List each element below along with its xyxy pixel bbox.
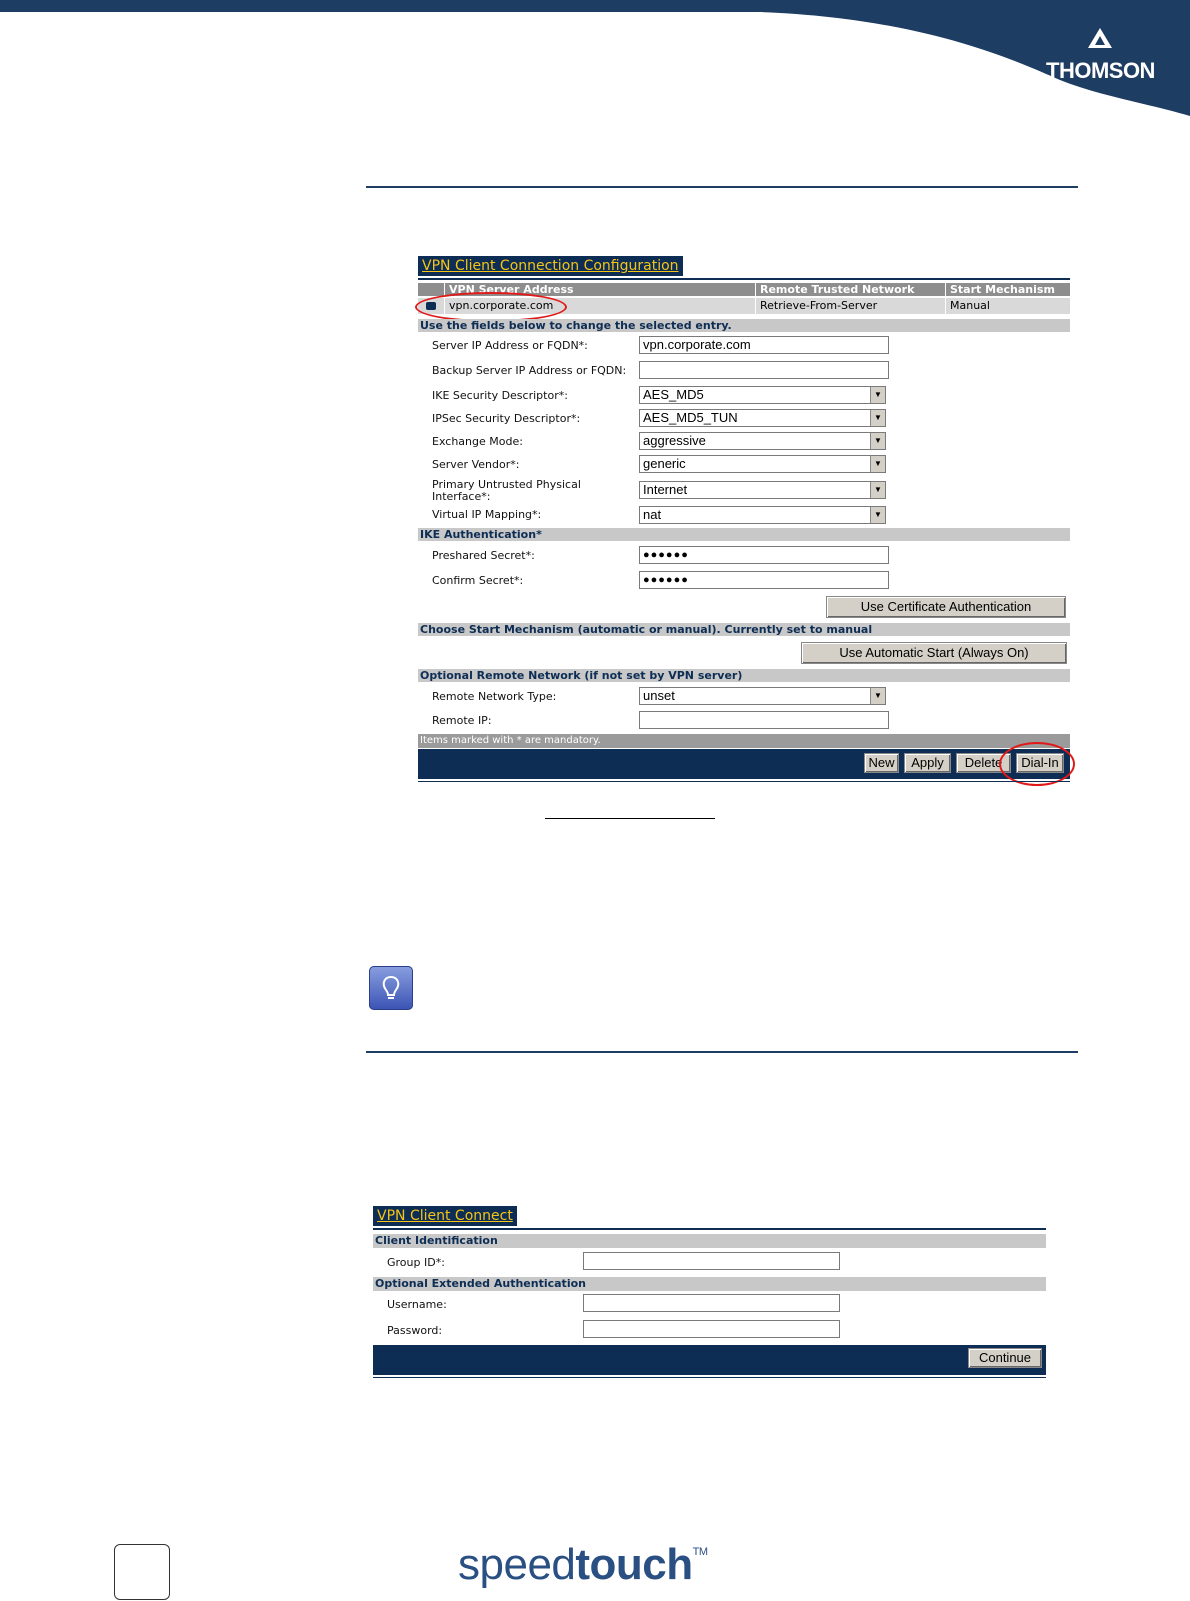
- config-bottom-line: [418, 781, 1070, 782]
- remote-ip-input[interactable]: [639, 711, 889, 729]
- extended-auth-heading: Optional Extended Authentication: [373, 1277, 1046, 1291]
- logo-speed: speed: [458, 1540, 576, 1589]
- highlight-ellipse-dialin: [999, 742, 1075, 786]
- chevron-down-icon: ▼: [870, 456, 885, 472]
- client-identification-heading: Client Identification: [373, 1234, 1046, 1248]
- exchange-mode-value: aggressive: [643, 433, 706, 448]
- edit-caption: Use the fields below to change the selected entry.: [418, 319, 1070, 332]
- section-rule-top: [366, 186, 1078, 188]
- column-remote-network: Remote Trusted Network: [756, 283, 945, 296]
- apply-button[interactable]: Apply: [904, 753, 951, 773]
- server-ip-input[interactable]: vpn.corporate.com: [639, 336, 889, 354]
- highlight-ellipse-server: [415, 292, 567, 322]
- table-cell-network: Retrieve-From-Server: [756, 298, 945, 314]
- connect-title-line: [373, 1228, 1046, 1230]
- logo-touch: touch: [575, 1540, 693, 1589]
- interface-label-line2: Interface*:: [432, 490, 491, 503]
- username-label: Username:: [387, 1298, 447, 1311]
- password-input[interactable]: [583, 1320, 840, 1338]
- virtual-ip-select[interactable]: [639, 506, 886, 524]
- thomson-logo-icon: [1088, 28, 1112, 50]
- preshared-label: Preshared Secret*:: [432, 549, 535, 562]
- column-start-mechanism: Start Mechanism: [946, 283, 1070, 296]
- remote-ip-label: Remote IP:: [432, 714, 492, 727]
- server-vendor-value: generic: [643, 456, 686, 471]
- start-mechanism-heading: Choose Start Mechanism (automatic or manual). Currently set to manual: [418, 623, 1070, 636]
- connect-panel-title: VPN Client Connect: [373, 1206, 517, 1226]
- chevron-down-icon: ▼: [870, 433, 885, 449]
- backup-ip-input[interactable]: [639, 361, 889, 379]
- table-cell-start: Manual: [946, 298, 1070, 314]
- exchange-mode-select[interactable]: [639, 432, 886, 450]
- page-number-box: [114, 1544, 170, 1600]
- virtual-ip-label: Virtual IP Mapping*:: [432, 508, 542, 521]
- virtual-ip-value: nat: [643, 507, 662, 522]
- chevron-down-icon: ▼: [870, 387, 885, 403]
- group-id-input[interactable]: [583, 1252, 840, 1270]
- dial-in-button[interactable]: Dial-In: [1016, 753, 1064, 773]
- chevron-down-icon: ▼: [870, 410, 885, 426]
- config-title-line: [418, 278, 1070, 280]
- remote-type-value: unset: [643, 688, 675, 703]
- mandatory-note: Items marked with * are mandatory.: [418, 734, 1070, 748]
- tip-box: [369, 966, 413, 1010]
- ipsec-descriptor-value: AES_MD5_TUN: [643, 410, 738, 425]
- username-input[interactable]: [583, 1294, 840, 1312]
- new-button[interactable]: New: [864, 753, 899, 773]
- column-vpn-server: VPN Server Address: [445, 283, 755, 296]
- use-certificate-button[interactable]: Use Certificate Authentication: [826, 596, 1066, 618]
- logo-trademark: TM: [692, 1546, 708, 1558]
- backup-ip-label: Backup Server IP Address or FQDN:: [432, 364, 627, 377]
- header-band: [0, 0, 1190, 120]
- ike-auth-heading: IKE Authentication*: [418, 528, 1070, 541]
- chevron-down-icon: ▼: [870, 482, 885, 498]
- confirm-input[interactable]: ●●●●●●: [639, 571, 889, 589]
- interface-label-line1: Primary Untrusted Physical: [432, 478, 581, 491]
- column-select: [418, 283, 444, 296]
- remote-network-heading: Optional Remote Network (if not set by VPN server): [418, 669, 1070, 682]
- lightbulb-icon: [369, 966, 413, 1010]
- server-vendor-label: Server Vendor*:: [432, 458, 520, 471]
- interface-value: Internet: [643, 482, 688, 497]
- link-underline: [545, 818, 715, 819]
- preshared-input[interactable]: ●●●●●●: [639, 546, 889, 564]
- server-vendor-select[interactable]: [639, 455, 886, 473]
- connect-bottom-line: [373, 1377, 1046, 1378]
- ipsec-descriptor-select[interactable]: [639, 409, 886, 427]
- group-id-label: Group ID*:: [387, 1256, 445, 1269]
- continue-button[interactable]: Continue: [968, 1348, 1042, 1368]
- thomson-brand: THOMSON: [1046, 58, 1155, 83]
- automatic-start-button[interactable]: Use Automatic Start (Always On): [801, 642, 1067, 664]
- password-label: Password:: [387, 1324, 443, 1337]
- ike-descriptor-label: IKE Security Descriptor*:: [432, 389, 568, 402]
- ike-descriptor-value: AES_MD5: [643, 387, 704, 402]
- remote-type-select[interactable]: [639, 687, 886, 705]
- interface-select[interactable]: [639, 481, 886, 499]
- speedtouch-logo: [458, 1540, 708, 1590]
- chevron-down-icon: ▼: [870, 507, 885, 523]
- exchange-mode-label: Exchange Mode:: [432, 435, 523, 448]
- connect-button-bar: [373, 1345, 1046, 1375]
- delete-button[interactable]: Delete: [956, 753, 1011, 773]
- config-panel-title: VPN Client Connection Configuration: [418, 256, 683, 276]
- table-cell-server[interactable]: vpn.corporate.com: [445, 298, 755, 314]
- remote-type-label: Remote Network Type:: [432, 690, 557, 703]
- server-ip-label: Server IP Address or FQDN*:: [432, 339, 588, 352]
- ipsec-descriptor-label: IPSec Security Descriptor*:: [432, 412, 581, 425]
- chevron-down-icon: ▼: [870, 688, 885, 704]
- ike-descriptor-select[interactable]: [639, 386, 886, 404]
- section-rule-bottom: [366, 1051, 1078, 1053]
- confirm-label: Confirm Secret*:: [432, 574, 524, 587]
